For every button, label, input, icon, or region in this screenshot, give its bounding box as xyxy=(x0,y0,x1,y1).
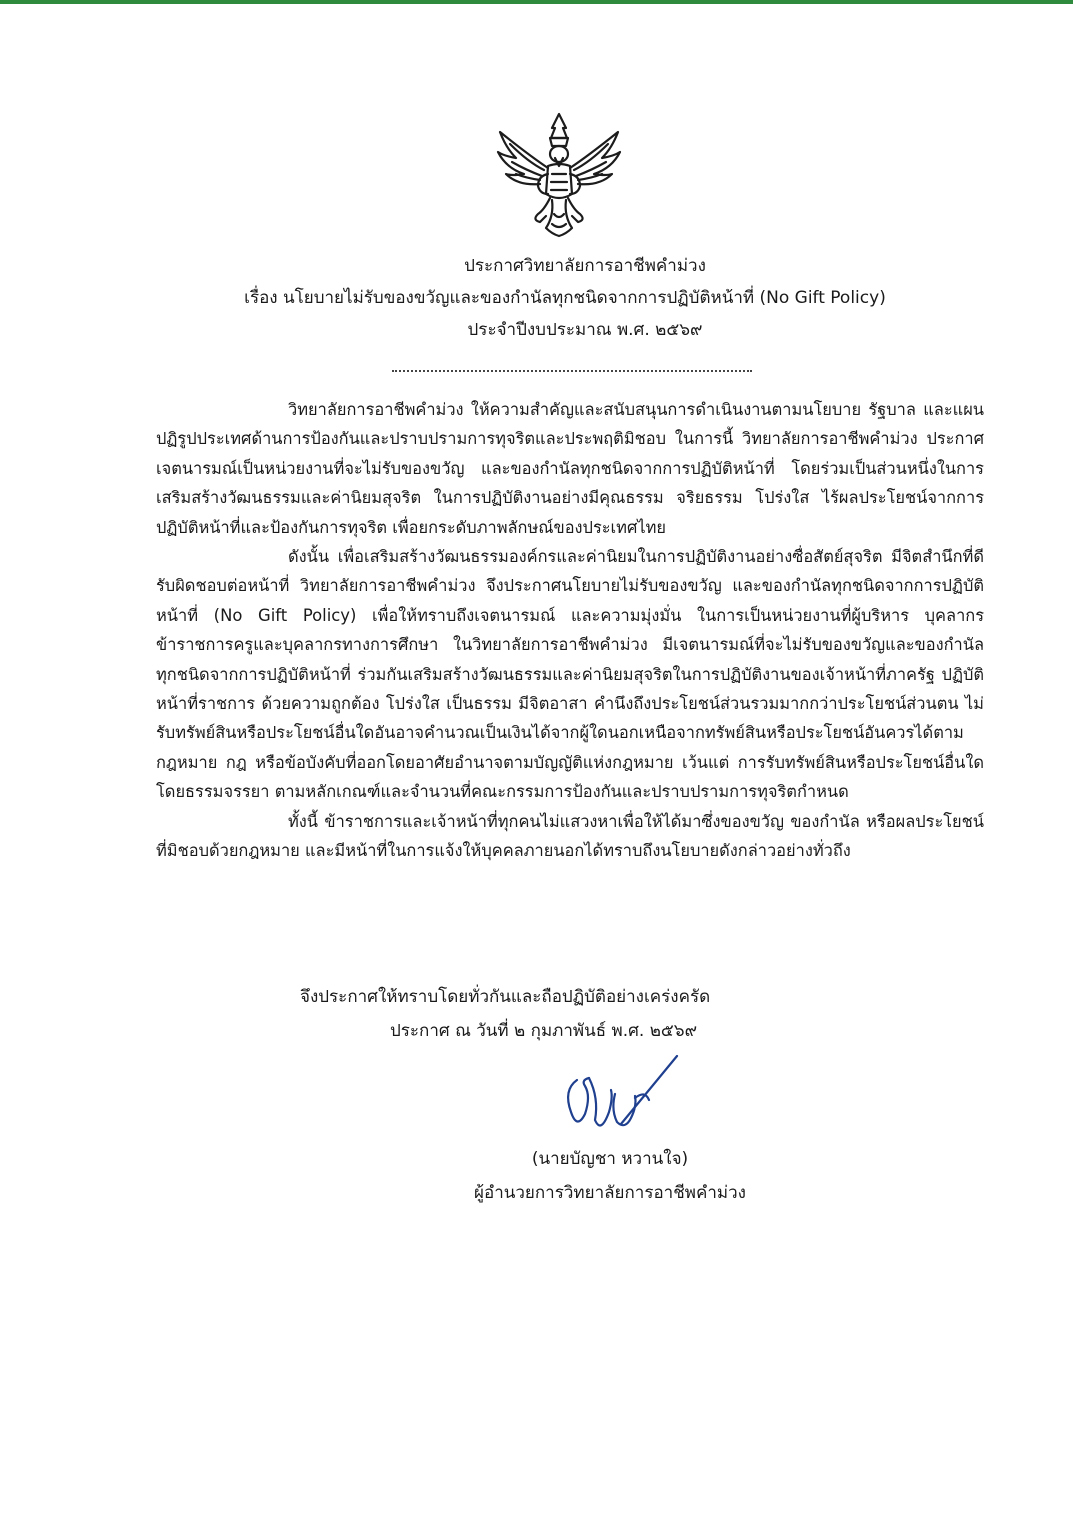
signer-block xyxy=(420,1142,800,1210)
dotted-divider xyxy=(392,370,752,372)
document-header xyxy=(150,250,980,346)
signer-position: ผู้อำนวยการวิทยาลัยการอาชีพคำม่วง xyxy=(474,1183,746,1203)
signature-icon xyxy=(555,1050,685,1140)
top-border xyxy=(0,0,1073,4)
closing-statement: จึงประกาศให้ทราบโดยทั่วกันและถือปฏิบัติอย่างเคร่งครัด xyxy=(300,987,711,1007)
paragraph-intro: วิทยาลัยการอาชีพคำม่วง ให้ความสำคัญและสนับสนุนการดำเนินงานตามนโยบาย รัฐบาล และแผนปฏิรูปประเทศด้านการป้องกันและปราบปรามการทุจริตและประพฤติมิชอบ ในการนี้ วิทยาลัยการอาชีพคำม่วง ประกาศเจตนารมณ์เป็นหน่วยงานที่จะไม่รับของขวัญ และของกำนัลทุกชนิดจากการปฏิบัติหน้าที่ โดยร่วมเป็นส่วนหนึ่งในการเสริมสร้างวัฒนธรรมและค่านิยมสุจริต ในการปฏิบัติงานอย่างมีคุณธรรม จริยธรรม โปร่งใส ไร้ผลประโยชน์จากการปฏิบัติหน้าที่และป้องกันการทุจริต เพื่อยกระดับภาพลักษณ์ของประเทศไทย xyxy=(156,400,984,537)
fiscal-year-line: ประจำปีงบประมาณ พ.ศ. ๒๕๖๙ xyxy=(467,320,703,340)
announcement-body xyxy=(156,395,984,866)
closing-block xyxy=(300,980,900,1048)
institution-title: ประกาศวิทยาลัยการอาชีพคำม่วง xyxy=(464,256,706,276)
paragraph-compliance: ทั้งนี้ ข้าราชการและเจ้าหน้าที่ทุกคนไม่แสวงหาเพื่อให้ได้มาซึ่งของขวัญ ของกำนัล หรือผลประโยชน์ที่มิชอบด้วยกฎหมาย และมีหน้าที่ในการแจ้งให้บุคคลภายนอกได้ทราบถึงนโยบายดังกล่าวอย่างทั่วถึง xyxy=(156,811,984,861)
paragraph-policy: ดังนั้น เพื่อเสริมสร้างวัฒนธรรมองค์กรและค่านิยมในการปฏิบัติงานอย่างซื่อสัตย์สุจริต มีจิตสำนึกที่ดี รับผิดชอบต่อหน้าที่ วิทยาลัยการอาชีพคำม่วง จึงประกาศนโยบายไม่รับของขวัญ และของกำนัลทุกชนิดจากการปฏิบัติหน้าที่ (No Gift Policy) เพื่อให้ทราบถึงเจตนารมณ์ และความมุ่งมั่น ในการเป็นหน่วยงานที่ผู้บริหาร บุคลากร ข้าราชการครูและบุคลากรทางการศึกษา ในวิทยาลัยการอาชีพคำม่วง มีเจตนารมณ์ที่จะไม่รับของขวัญและของกำนัลทุกชนิดจากการปฏิบัติหน้าที่ ร่วมกันเสริมสร้างวัฒนธรรมและค่านิยมสุจริตในการปฏิบัติงานของเจ้าหน้าที่ภาครัฐ ปฏิบัติหน้าที่ราชการ ด้วยความถูกต้อง โปร่งใส เป็นธรรม มีจิตอาสา คำนึงถึงประโยชน์ส่วนรวมมากกว่าประโยชน์ส่วนตน ไม่รับทรัพย์สินหรือประโยชน์อื่นใดอันอาจคำนวณเป็นเงินได้จากผู้ใดนอกเหนือจากทรัพย์สินหรือประโยชน์อันควรได้ตามกฎหมาย กฎ หรือข้อบังคับที่ออกโดยอาศัยอำนาจตามบัญญัติแห่งกฎหมาย เว้นแต่ การรับทรัพย์สินหรือประโยชน์อื่นใด โดยธรรมจรรยา ตามหลักเกณฑ์และจำนวนที่คณะกรรมการป้องกันและปราบปรามการทุจริตกำหนด xyxy=(156,547,984,802)
garuda-emblem-icon xyxy=(494,110,624,240)
announcement-date: ประกาศ ณ วันที่ ๒ กุมภาพันธ์ พ.ศ. ๒๕๖๙ xyxy=(390,1021,698,1041)
signer-name: (นายบัญชา หวานใจ) xyxy=(531,1149,689,1169)
subject-line: เรื่อง นโยบายไม่รับของขวัญและของกำนัลทุกชนิดจากการปฏิบัติหน้าที่ (No Gift Policy) xyxy=(244,288,886,308)
